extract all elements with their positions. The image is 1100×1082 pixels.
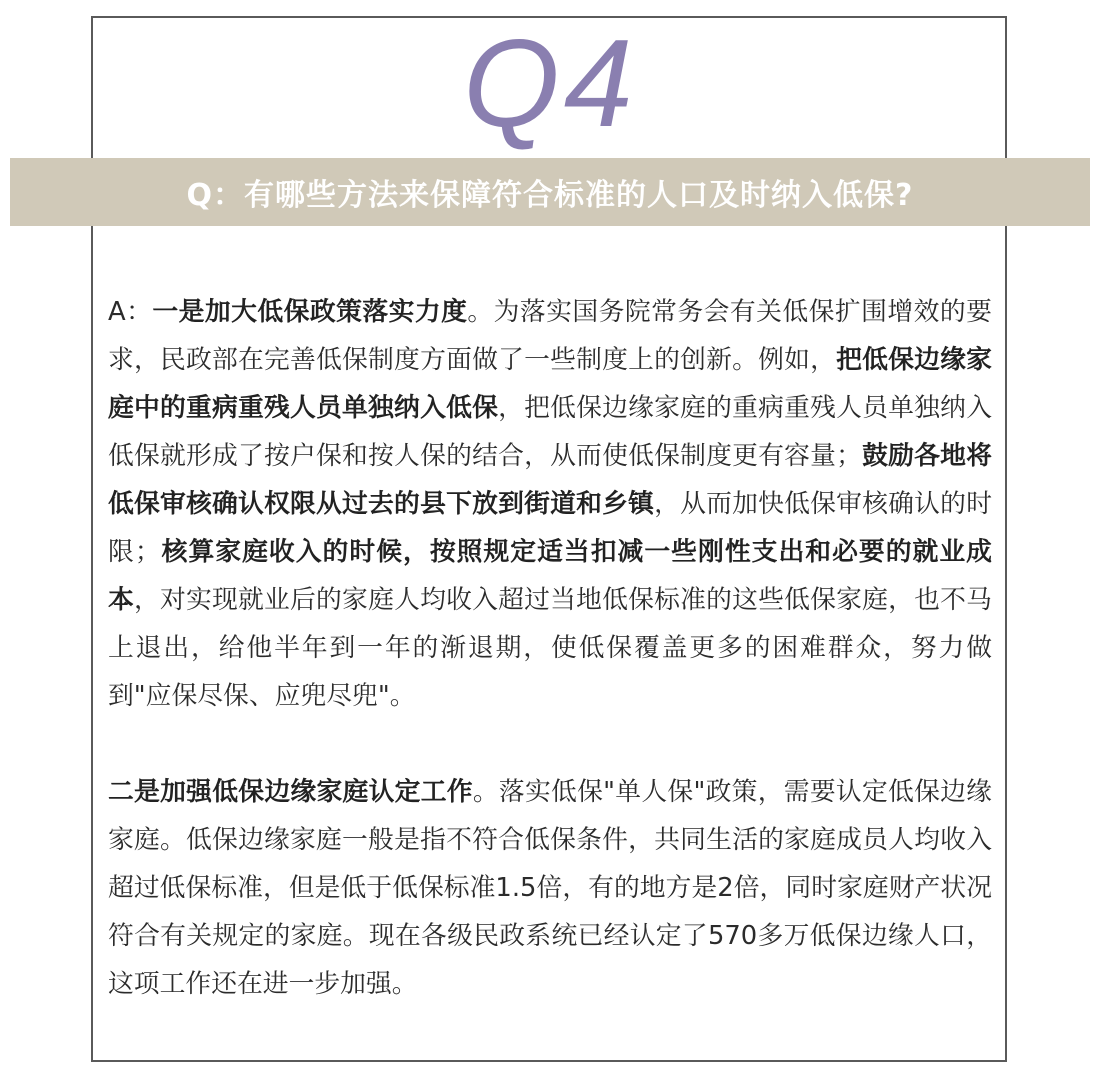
measure-serious-illness: 把低保边缘家庭中的重病重残人员单独纳入低保 bbox=[108, 345, 992, 423]
question-text: Q：有哪些方法来保障符合标准的人口及时纳入低保? bbox=[186, 178, 914, 213]
measure-income-deduction: 核算家庭收入的时候，按照规定适当扣减一些刚性支出和必要的就业成本 bbox=[108, 537, 992, 615]
point-2-heading: 二是加强低保边缘家庭认定工作 bbox=[108, 777, 473, 807]
paragraph-1-text-2: ，把低保边缘家庭的重病重残人员单独纳入低保就形成了按户保和按人保的结合，从而使低保制度更有容量； bbox=[108, 393, 992, 471]
question-banner bbox=[10, 158, 1090, 226]
question-number: Q4 bbox=[463, 15, 637, 153]
answer-prefix: A： bbox=[108, 297, 153, 327]
paragraph-1-text-3: ，从而加快低保审核确认的时限； bbox=[108, 489, 992, 567]
paragraph-1-text-4: ，对实现就业后的家庭人均收入超过当地低保标准的这些低保家庭，也不马上退出，给他半年到一年的渐退期，使低保覆盖更多的困难群众，努力做到"应保尽保、应兜尽兜"。 bbox=[108, 585, 992, 711]
measure-delegate-review: 鼓励各地将低保审核确认权限从过去的县下放到街道和乡镇 bbox=[108, 441, 992, 519]
answer-paragraph-1 bbox=[108, 288, 992, 720]
paragraph-1-text-1: 。为落实国务院常务会有关低保扩围增效的要求，民政部在完善低保制度方面做了一些制度上的创新。例如， bbox=[108, 297, 992, 375]
point-1-heading: 一是加大低保政策落实力度 bbox=[152, 297, 468, 327]
answer-paragraph-2 bbox=[108, 768, 992, 1008]
paragraph-2-text-1: 。落实低保"单人保"政策，需要认定低保边缘家庭。低保边缘家庭一般是指不符合低保条件，共同生活的家庭成员人均收入超过低保标准，但是低于低保标准1.5倍，有的地方是2倍，同时家庭财产状况符合有关规定的家庭。现在各级民政系统已经认定了570多万低保边缘人口，这项工作还在进一步加强。 bbox=[108, 777, 992, 999]
answer-body bbox=[108, 288, 992, 1008]
